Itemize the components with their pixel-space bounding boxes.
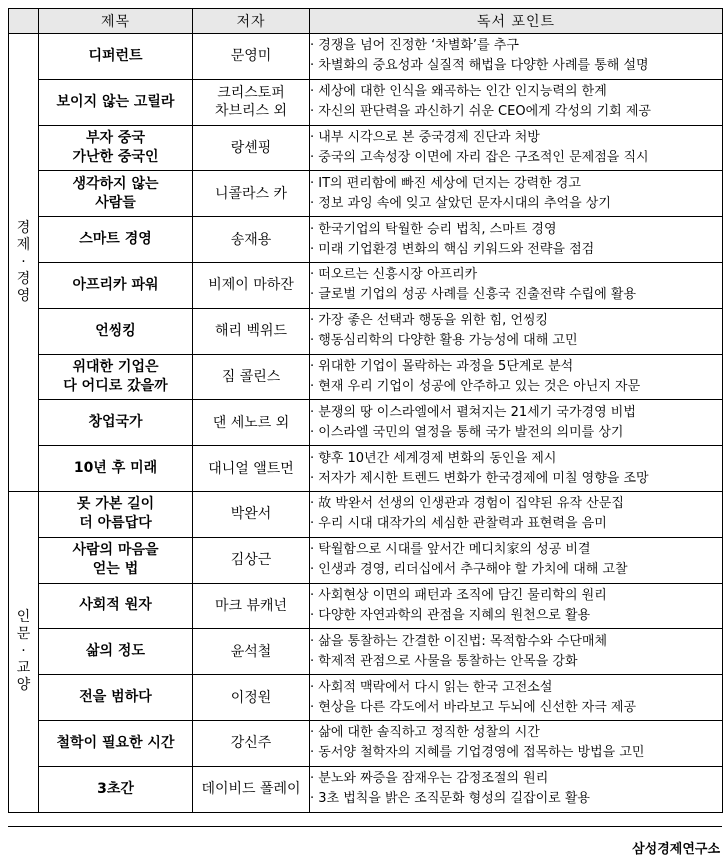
book-title: 부자 중국 가난한 중국인 xyxy=(39,125,193,171)
reading-points xyxy=(310,217,723,263)
table-row xyxy=(9,262,723,308)
reading-point-line: · 삶에 대한 솔직하고 정직한 성찰의 시간 xyxy=(310,725,540,741)
book-author: 마크 뷰캐넌 xyxy=(193,583,310,629)
table-body xyxy=(9,34,723,813)
book-author: 문영미 xyxy=(193,34,310,80)
book-title: 디퍼런트 xyxy=(39,34,193,80)
category-char: 문 xyxy=(16,626,31,643)
table-row xyxy=(9,125,723,171)
reading-point-line: · 분노와 짜증을 잠재우는 감정조절의 원리 xyxy=(310,771,549,787)
reading-points xyxy=(310,400,723,446)
category-char: · xyxy=(21,643,26,660)
reading-point-line: · 사회적 맥락에서 다시 읽는 한국 고전소설 xyxy=(310,679,553,695)
reading-point-line: · 미래 기업환경 변화의 핵심 키워드와 전략을 점검 xyxy=(310,241,595,257)
category-char: 양 xyxy=(16,677,31,694)
book-title: 보이지 않는 고릴라 xyxy=(39,79,193,125)
reading-point-line: · 향후 10년간 세계경제 변화의 동인을 제시 xyxy=(310,450,557,466)
reading-point-line: · 현상을 다른 각도에서 바라보고 두뇌에 신선한 자극 제공 xyxy=(310,699,637,715)
category-cell xyxy=(9,491,39,812)
reading-point-line: · 내부 시각으로 본 중국경제 진단과 처방 xyxy=(310,129,540,145)
reading-point-line: · 분쟁의 땅 이스라엘에서 펼쳐지는 21세기 국가경영 비법 xyxy=(310,404,636,420)
book-author: 니콜라스 카 xyxy=(193,171,310,217)
table-row xyxy=(9,629,723,675)
table-row xyxy=(9,720,723,766)
reading-point-line: · 글로벌 기업의 성공 사례를 신흥국 진출전략 수립에 활용 xyxy=(310,287,637,303)
reading-point-line: · 자신의 판단력을 과신하기 쉬운 CEO에게 각성의 기회 제공 xyxy=(310,104,651,120)
book-author: 박완서 xyxy=(193,491,310,537)
reading-points xyxy=(310,262,723,308)
table-row xyxy=(9,400,723,446)
source-label: 삼성경제연구소 xyxy=(632,842,720,857)
table-row xyxy=(9,675,723,721)
reading-points xyxy=(310,354,723,400)
reading-point-line: · 위대한 기업이 몰락하는 과정을 5단계로 분석 xyxy=(310,358,574,374)
book-title: 전을 범하다 xyxy=(39,675,193,721)
table-row xyxy=(9,354,723,400)
reading-point-line: · 탁월함으로 시대를 앞서간 메디치家의 성공 비결 xyxy=(310,542,591,558)
header-title: 제목 xyxy=(39,9,193,34)
reading-point-line: · 3초 법칙을 밝은 조직문화 형성의 길잡이로 활용 xyxy=(310,791,590,807)
table-row xyxy=(9,308,723,354)
book-title: 언씽킹 xyxy=(39,308,193,354)
reading-points xyxy=(310,766,723,812)
reading-point-line: · 차별화의 중요성과 실질적 해법을 다양한 사례를 통해 설명 xyxy=(310,58,649,74)
book-title: 3초간 xyxy=(39,766,193,812)
book-author: 크리스토퍼 차브리스 외 xyxy=(193,79,310,125)
reading-point-line: · 경쟁을 넘어 진정한 ‘차별화’를 추구 xyxy=(310,38,519,54)
table-row xyxy=(9,766,723,812)
book-author: 송재용 xyxy=(193,217,310,263)
book-author: 김상근 xyxy=(193,537,310,583)
header-row xyxy=(9,9,723,34)
reading-points xyxy=(310,34,723,80)
book-author: 윤석철 xyxy=(193,629,310,675)
table-row xyxy=(9,491,723,537)
book-title: 위대한 기업은 다 어디로 갔을까 xyxy=(39,354,193,400)
table-row xyxy=(9,171,723,217)
reading-points xyxy=(310,125,723,171)
category-char: 제 xyxy=(16,236,31,253)
table-row xyxy=(9,583,723,629)
reading-points xyxy=(310,720,723,766)
table-row xyxy=(9,446,723,492)
table-row xyxy=(9,34,723,80)
reading-points xyxy=(310,446,723,492)
reading-point-line: · 한국기업의 탁월한 승리 법칙, 스마트 경영 xyxy=(310,221,557,237)
category-char: 인 xyxy=(16,609,31,626)
category-char: · xyxy=(21,253,26,270)
header-category xyxy=(9,9,39,34)
book-author: 해리 벡위드 xyxy=(193,308,310,354)
reading-point-line: · 다양한 자연과학의 관점을 지혜의 원천으로 활용 xyxy=(310,607,591,623)
reading-point-line: · 학제적 관점으로 사물을 통찰하는 안목을 강화 xyxy=(310,653,578,669)
reading-point-line: · 정보 과잉 속에 잊고 살았던 문자시대의 추억을 상기 xyxy=(310,195,611,211)
reading-point-line: · 세상에 대한 인식을 왜곡하는 인간 인지능력의 한계 xyxy=(310,84,607,100)
book-title: 삶의 정도 xyxy=(39,629,193,675)
reading-points xyxy=(310,537,723,583)
book-author: 데이비드 폴레이 xyxy=(193,766,310,812)
book-title: 스마트 경영 xyxy=(39,217,193,263)
reading-point-line: · 이스라엘 국민의 열정을 통해 국가 발전의 의미를 상기 xyxy=(310,424,624,440)
reading-point-line: · 가장 좋은 선택과 행동을 위한 힘, 언씽킹 xyxy=(310,313,549,329)
book-title: 못 가본 길이 더 아름답다 xyxy=(39,491,193,537)
book-title: 철학이 필요한 시간 xyxy=(39,720,193,766)
reading-point-line: · 삶을 통찰하는 간결한 이진법: 목적함수와 수단매체 xyxy=(310,633,608,649)
book-title: 사회적 원자 xyxy=(39,583,193,629)
category-char: 영 xyxy=(16,287,31,304)
book-author: 랑셴핑 xyxy=(193,125,310,171)
category-char: 경 xyxy=(16,270,31,287)
book-title: 사람의 마음을 얻는 법 xyxy=(39,537,193,583)
header-author: 저자 xyxy=(193,9,310,34)
reading-points xyxy=(310,308,723,354)
book-title: 창업국가 xyxy=(39,400,193,446)
reading-points xyxy=(310,171,723,217)
reading-points xyxy=(310,491,723,537)
reading-points xyxy=(310,629,723,675)
book-author: 짐 콜린스 xyxy=(193,354,310,400)
table-row xyxy=(9,537,723,583)
book-author: 강신주 xyxy=(193,720,310,766)
book-title: 10년 후 미래 xyxy=(39,446,193,492)
bottom-divider xyxy=(8,826,722,827)
reading-point-line: · 저자가 제시한 트렌드 변화가 한국경제에 미칠 영향을 조망 xyxy=(310,470,649,486)
reading-point-line: · 동서양 철학자의 지혜를 기업경영에 접목하는 방법을 고민 xyxy=(310,745,645,761)
table-row xyxy=(9,217,723,263)
book-author: 이정원 xyxy=(193,675,310,721)
category-cell xyxy=(9,34,39,492)
category-char: 교 xyxy=(16,660,31,677)
table-row xyxy=(9,79,723,125)
book-author: 비제이 마하잔 xyxy=(193,262,310,308)
book-table xyxy=(8,8,723,813)
header-points: 독서 포인트 xyxy=(310,9,723,34)
reading-point-line: · 우리 시대 대작가의 세심한 관찰력과 표현력을 음미 xyxy=(310,516,607,532)
book-author: 댄 세노르 외 xyxy=(193,400,310,446)
reading-point-line: · 인생과 경영, 리더십에서 추구해야 할 가치에 대해 고찰 xyxy=(310,562,628,578)
category-char: 경 xyxy=(16,219,31,236)
reading-point-line: · IT의 편리함에 빠진 세상에 던지는 강력한 경고 xyxy=(310,175,581,191)
reading-points xyxy=(310,675,723,721)
reading-point-line: · 중국의 고속성장 이면에 자리 잡은 구조적인 문제점을 직시 xyxy=(310,149,649,165)
reading-points xyxy=(310,79,723,125)
reading-point-line: · 떠오르는 신흥시장 아프리카 xyxy=(310,267,478,283)
reading-point-line: · 사회현상 이면의 패턴과 조직에 담긴 물리학의 원리 xyxy=(310,587,607,603)
reading-point-line: · 행동심리학의 다양한 활용 가능성에 대해 고민 xyxy=(310,333,578,349)
reading-point-line: · 현재 우리 기업이 성공에 안주하고 있는 것은 아닌지 자문 xyxy=(310,378,641,394)
book-author: 대니얼 앨트먼 xyxy=(193,446,310,492)
book-title: 생각하지 않는 사람들 xyxy=(39,171,193,217)
book-title: 아프리카 파워 xyxy=(39,262,193,308)
reading-point-line: · 故 박완서 선생의 인생관과 경험이 집약된 유작 산문집 xyxy=(310,496,624,512)
reading-points xyxy=(310,583,723,629)
